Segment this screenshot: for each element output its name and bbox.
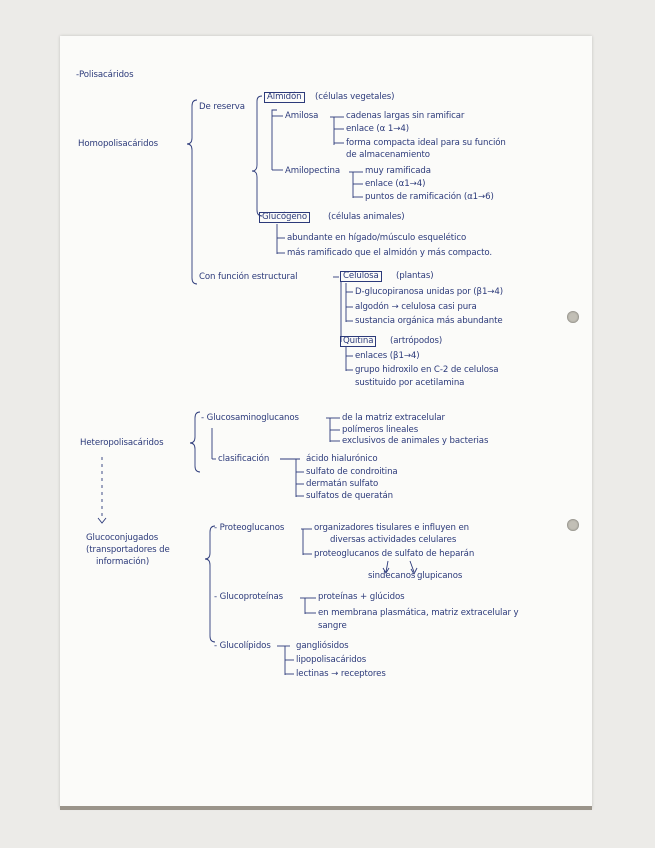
amilosa-item: enlace (α 1→4) [346, 124, 409, 134]
celulosa-item: sustancia orgánica más abundante [355, 316, 503, 326]
proteoglucanos-item: organizadores tisulares e influyen en [314, 523, 469, 533]
quitina-note: (artrópodos) [390, 336, 443, 346]
gag-item: polímeros lineales [342, 425, 419, 435]
glucoproteinas-item: en membrana plasmática, matriz extracelular y [318, 608, 519, 618]
celulosa-note: (plantas) [396, 271, 434, 281]
quitina-label: Quitina [340, 336, 376, 347]
amilopectina-item: puntos de ramificación (α1→6) [365, 192, 494, 202]
amilosa-item: de almacenamiento [346, 150, 430, 160]
quitina-item: grupo hidroxilo en C-2 de celulosa [355, 365, 499, 375]
homopolisacaridos-label: Homopolisacáridos [78, 139, 158, 149]
clasificacion-label: clasificación [218, 454, 270, 464]
glucolipidos-item: gangliósidos [296, 641, 349, 651]
clasificacion-item: ácido hialurónico [306, 454, 378, 464]
heteropolisacaridos-label: Heteropolisacáridos [80, 438, 164, 448]
glucolipidos-item: lectinas → receptores [296, 669, 386, 679]
proteoglucanos-item: diversas actividades celulares [330, 535, 457, 545]
glucoconjugados-label: (transportadores de [86, 545, 170, 555]
amilopectina-label: Amilopectina [285, 166, 341, 176]
glucoconjugados-label: Glucoconjugados [86, 533, 159, 543]
almidon-label: Almidón [264, 92, 305, 103]
quitina-item: enlaces (β1→4) [355, 351, 420, 361]
estructural-label: Con función estructural [199, 272, 298, 282]
glucogeno-item: más ramificado que el almidón y más compacto. [287, 248, 493, 258]
amilosa-item: forma compacta ideal para su función [346, 138, 506, 148]
celulosa-item: D-glucopiranosa unidas por (β1→4) [355, 287, 504, 297]
celulosa-item: algodón → celulosa casi pura [355, 302, 477, 312]
amilopectina-item: enlace (α1→4) [365, 179, 426, 189]
clasificacion-item: dermatán sulfato [306, 479, 379, 489]
page-title: -Polisacáridos [76, 70, 134, 80]
amilosa-item: cadenas largas sin ramificar [346, 111, 465, 121]
clasificacion-item: sulfatos de queratán [306, 491, 393, 501]
glucogeno-label: Glucógeno [259, 212, 310, 223]
gag-item: de la matriz extracelular [342, 413, 445, 423]
amilopectina-item: muy ramificada [365, 166, 431, 176]
glucolipidos-item: lipopolisacáridos [296, 655, 367, 665]
glucoconjugados-label: información) [96, 557, 150, 567]
celulosa-label: Celulosa [340, 271, 382, 282]
proteoglucanos-label: - Proteoglucanos [214, 523, 285, 533]
glucoproteinas-label: - Glucoproteínas [214, 592, 284, 602]
glucogeno-note: (células animales) [328, 212, 405, 222]
glucogeno-item: abundante en hígado/músculo esquelético [287, 233, 467, 243]
proteoglucanos-subitem: glupicanos [417, 571, 463, 581]
reserva-label: De reserva [199, 102, 245, 112]
almidon-note: (células vegetales) [315, 92, 395, 102]
clasificacion-item: sulfato de condroitina [306, 467, 398, 477]
proteoglucanos-item: proteoglucanos de sulfato de heparán [314, 549, 475, 559]
glucosaminoglucanos-label: - Glucosaminoglucanos [201, 413, 299, 423]
glucoproteinas-item: sangre [318, 621, 347, 631]
amilosa-label: Amilosa [285, 111, 319, 121]
quitina-item: sustituido por acetilamina [355, 378, 465, 388]
glucoproteinas-item: proteínas + glúcidos [318, 592, 405, 602]
gag-item: exclusivos de animales y bacterias [342, 436, 489, 446]
proteoglucanos-subitem: sindecanos [368, 571, 416, 581]
glucolipidos-label: - Glucolípidos [214, 641, 271, 651]
